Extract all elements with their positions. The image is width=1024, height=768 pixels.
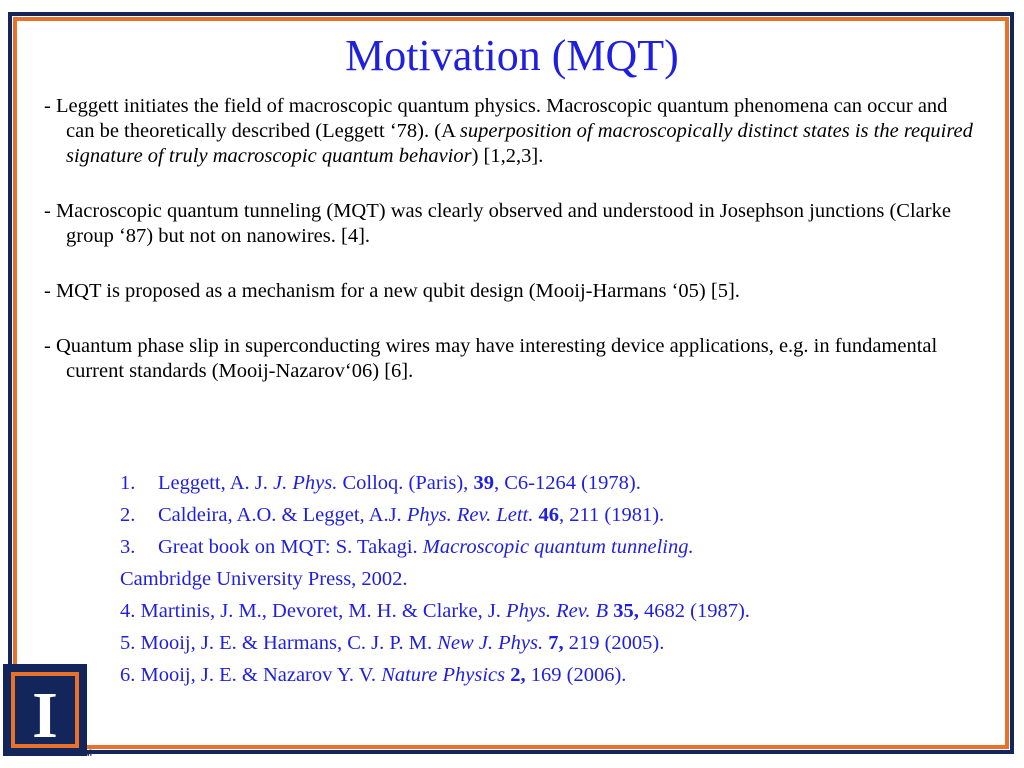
reference-item [120, 595, 940, 627]
reference-volume: 35, [613, 600, 639, 622]
reference-authors: Great book on MQT: S. Takagi. [158, 536, 423, 558]
bullet-list [44, 94, 974, 414]
reference-authors: 4. Martinis, J. M., Devoret, M. H. & Clarke, J. [120, 600, 507, 622]
reference-journal: New J. Phys. [437, 632, 544, 654]
reference-number: 1. [120, 472, 136, 494]
reference-item [120, 531, 940, 563]
bullet-leggett-italic: superposition of macroscopically distinct states is the required signature of truly macroscopic quantum behavior [66, 120, 973, 167]
reference-continuation: Cambridge University Press, 2002. [120, 568, 408, 590]
reference-authors: Leggett, A. J. [158, 472, 274, 494]
reference-detail: , 211 (1981). [559, 504, 665, 526]
reference-item [120, 627, 940, 659]
bullet-leggett-suffix: ) [1,2,3]. [471, 145, 544, 167]
trademark-mark: TM [79, 748, 92, 758]
bullet-qubit-design: - MQT is proposed as a mechanism for a new qubit design (Mooij-Harmans ‘05) [5]. [44, 280, 740, 302]
reference-authors: 5. Mooij, J. E. & Harmans, C. J. P. M. [120, 632, 438, 654]
reference-detail: , C6-1264 (1978). [493, 472, 641, 494]
reference-number: 2. [120, 504, 136, 526]
reference-journal: Phys. Rev. Lett. [406, 504, 534, 526]
reference-authors: Caldeira, A.O. & Legget, A.J. [158, 504, 407, 526]
reference-list [120, 467, 940, 691]
reference-item [120, 499, 940, 531]
reference-detail: Colloq. (Paris), [337, 472, 474, 494]
bullet-mqt-josephson: - Macroscopic quantum tunneling (MQT) was clearly observed and understood in Josephson junctions (Clarke group ‘87) but not on nanowires. [4]. [44, 200, 951, 247]
reference-detail: 4682 (1987). [638, 600, 750, 622]
reference-number: 3. [120, 536, 136, 558]
slide-title: Motivation (MQT) [345, 31, 679, 80]
reference-volume: 46 [538, 504, 560, 526]
reference-item [120, 659, 940, 691]
reference-journal: Macroscopic quantum tunneling. [422, 536, 694, 558]
university-logo-icon [3, 664, 87, 756]
bullet-leggett-text: - Leggett initiates the field of macroscopic quantum physics. Macroscopic quantum phenomena can occur and can be theoretically described (Leggett ‘78). (A [44, 95, 948, 142]
reference-authors: 6. Mooij, J. E. & Nazarov Y. V. [120, 664, 382, 686]
reference-detail: 219 (2005). [563, 632, 665, 654]
reference-item [120, 467, 940, 499]
bullet-leggett [44, 94, 974, 169]
reference-journal: J. Phys. [273, 472, 338, 494]
logo-letter: I [32, 679, 58, 752]
bullet-phase-slip: - Quantum phase slip in superconducting wires may have interesting device applications, e.g. in fundamental current standards (Mooij-Nazarov‘06) [6]. [44, 335, 938, 382]
reference-detail: 169 (2006). [525, 664, 627, 686]
reference-volume: 39 [473, 472, 494, 494]
reference-journal: Phys. Rev. B [506, 600, 609, 622]
reference-journal: Nature Physics [381, 664, 506, 686]
reference-volume: 2, [510, 664, 526, 686]
reference-volume: 7, [548, 632, 564, 654]
